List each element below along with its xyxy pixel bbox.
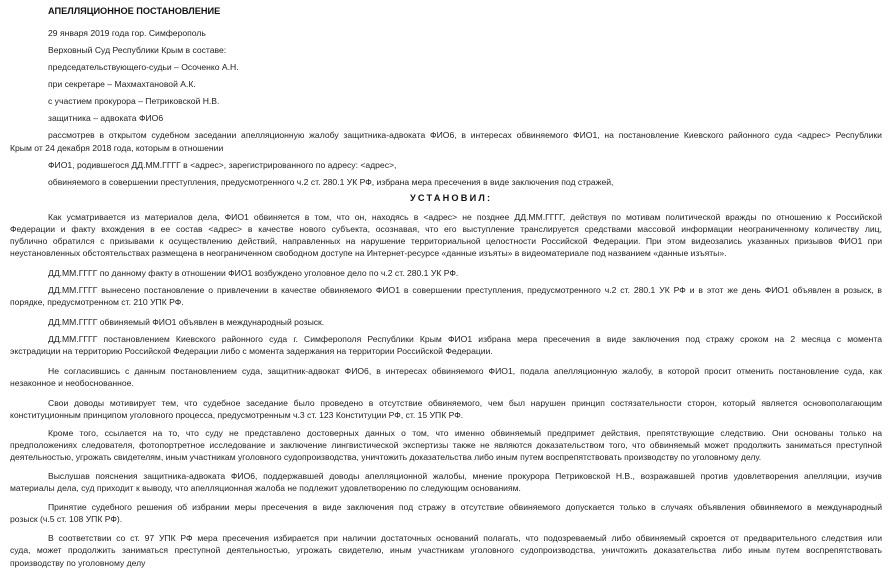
paragraph-line: ДД.ММ.ГГГГ обвиняемый ФИО1 объявлен в международный розыск. bbox=[48, 317, 325, 327]
paragraph-line: Как усматривается из материалов дела, ФИО1 обвиняется в том, что он, находясь в <адрес> не позднее ДД.ММ.ГГГГ, действуя по мотивам политической вражды по отношению к Российской bbox=[48, 212, 882, 222]
paragraph-line: суда, может продолжить заниматься преступной деятельностью, угрожать свидетелю, иным участникам уголовного судопроизводства, уничтожить доказательства либо иным путем воспрепятствовать bbox=[10, 545, 882, 555]
paragraph-line: неустановленных обстоятельствах размещена в неограниченном свободном доступе на Интернет-ресурсе «данные изъяты» в видеоматериале под названием «данные изъяты». bbox=[10, 248, 727, 258]
date-line: 29 января 2019 года гор. Симферополь bbox=[48, 28, 206, 38]
paragraph-line: ДД.ММ.ГГГГ вынесено постановление о привлечении в качестве обвиняемого ФИО1 в совершении преступления, предусмотренного ч.2 ст. 280.1 УК РФ и в этот же день ФИО1 объявлен в розыск, в bbox=[48, 285, 882, 295]
paragraph-line: незаконное и необоснованное. bbox=[10, 378, 134, 388]
paragraph-line: материалы дела, суд приходит к выводу, что апелляционная жалоба не подлежит удовлетворению по следующим основаниям. bbox=[10, 483, 521, 493]
presiding-judge-line: председательствующего-судьи – Осоченко А.Н. bbox=[48, 62, 239, 72]
secretary-line: при секретаре – Махмахтановой А.К. bbox=[48, 79, 196, 89]
paragraph-line: Выслушав пояснения защитника-адвоката ФИО6, поддержавшей доводы апелляционной жалобы, мнение прокурора Петриковской Н.В., возражавшей против удовлетворения апелляции, изучив bbox=[48, 471, 882, 481]
paragraph-line: ДД.ММ.ГГГГ постановлением Киевского районного суда г. Симферополя Республики Крым ФИО1 избрана мера пресечения в виде заключения под стражу сроком на 2 месяца с момента bbox=[48, 334, 882, 344]
paragraph-line: деятельностью, угрожать свидетелям, иным участникам уголовного судопроизводства, уничтожить доказательства либо иным путем воспрепятствовать производству по уголовному делу. bbox=[10, 452, 762, 462]
paragraph-line: ДД.ММ.ГГГГ по данному факту в отношении ФИО1 возбуждено уголовное дело по ч.2 ст. 280.1 УК РФ. bbox=[48, 268, 459, 278]
paragraph-line: В соответствии со ст. 97 УПК РФ мера пресечения избирается при наличии достаточных оснований полагать, что подозреваемый либо обвиняемый скроется от предварительного следствия или bbox=[48, 533, 882, 543]
intro-paragraph: рассмотрев в открытом судебном заседании апелляционную жалобу защитника-адвоката ФИО6, в интересах обвиняемого ФИО1, на постановление Киевского районного суда <адрес> Республики bbox=[48, 130, 882, 140]
intro-paragraph-cont: Крым от 24 декабря 2018 года, которым в отношении bbox=[10, 143, 224, 153]
paragraph-line: Кроме того, ссылается на то, что суду не представлено достоверных данных о том, что именно обвиняемый предпримет действия, препятствующие следствию. Они основаны только на bbox=[48, 428, 882, 438]
paragraph-line: конституционным принципом уголовного процесса, предусмотренным ч.3 ст. 123 Конституции РФ, ст. 15 УПК РФ. bbox=[10, 410, 464, 420]
paragraph-line: Не согласившись с данным постановлением суда, защитник-адвокат ФИО6, в интересах обвиняемого ФИО1, подала апелляционную жалобу, в которой просит отменить постановление суда, как bbox=[48, 366, 882, 376]
paragraph-line: порядке, предусмотренном ст. 210 УПК РФ. bbox=[10, 297, 184, 307]
court-line: Верховный Суд Республики Крым в составе: bbox=[48, 45, 227, 55]
paragraph-line: производству по уголовному делу bbox=[10, 558, 146, 568]
defender-line: защитника – адвоката ФИО6 bbox=[48, 113, 164, 123]
prosecutor-line: с участием прокурора – Петриковской Н.В. bbox=[48, 96, 220, 106]
paragraph-line: экстрадиции на территорию Российской Федерации либо с момента задержания на территории Российской Федерации. bbox=[10, 346, 493, 356]
paragraph-line: публично обратился с призывами к осуществлению действий, направленных на нарушение территориальной целостности Российской Федерации. При этом видеозапись указанных призывов ФИО1 при bbox=[10, 236, 882, 246]
charged-line: обвиняемого в совершении преступления, предусмотренного ч.2 ст. 280.1 УК РФ, избрана мера пресечения в виде заключения под стражей, bbox=[48, 177, 614, 187]
paragraph-line: Принятие судебного решения об избрании меры пресечения в виде заключения под стражу в отсутствие обвиняемого допускается только в случаях объявления обвиняемого в международный bbox=[48, 502, 882, 512]
accused-line: ФИО1, родившегося ДД.ММ.ГГГГ в <адрес>, зарегистрированного по адресу: <адрес>, bbox=[48, 160, 397, 170]
paragraph-line: Федерации и факту вхождения в ее состав <адрес> в качестве нового субъекта, осознавая, что его выступление транслируется средствами массовой информации неограниченному количеству лиц, bbox=[10, 224, 882, 234]
paragraph-line: Свои доводы мотивирует тем, что судебное заседание было проведено в отсутствие обвиняемого, чем был нарушен принцип состязательности сторон, который является основополагающим bbox=[48, 398, 882, 408]
document-title: АПЕЛЛЯЦИОННОЕ ПОСТАНОВЛЕНИЕ bbox=[48, 6, 221, 16]
established-heading: УСТАНОВИЛ: bbox=[410, 193, 493, 203]
paragraph-line: предположениях следователя, фотопортретное исследование и заключение лингвистической экспертизы также не являются доказательством того, что обвиняемый может продолжить заниматься преступной bbox=[10, 440, 882, 450]
paragraph-line: розыск (ч.5 ст. 108 УПК РФ). bbox=[10, 514, 123, 524]
